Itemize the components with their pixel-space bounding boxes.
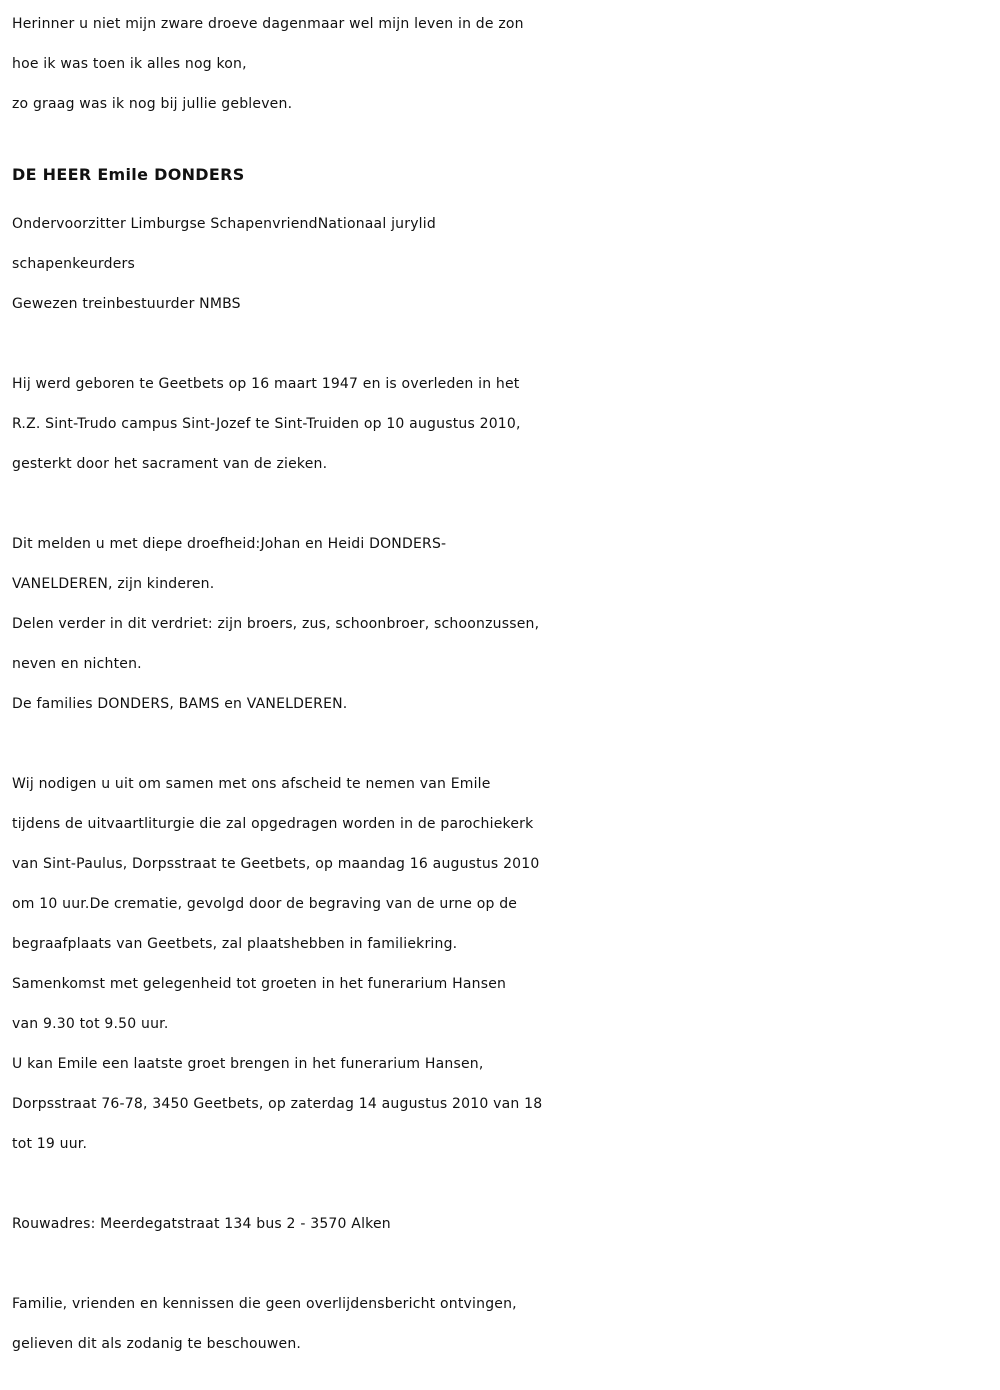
title-line: Gewezen treinbestuurder NMBS: [12, 296, 241, 312]
paragraph-line: om 10 uur.De crematie, gevolgd door de begraving van de urne op de: [12, 896, 518, 912]
paragraph-line: van Sint-Paulus, Dorpsstraat te Geetbets, op maandag 16 augustus 2010: [12, 856, 540, 872]
paragraph-line: tijdens de uitvaartliturgie die zal opgedragen worden in de parochiekerk: [12, 816, 534, 832]
paragraph-line: Delen verder in dit verdriet: zijn broers, zus, schoonbroer, schoonzussen,: [12, 616, 540, 632]
paragraph-line: Samenkomst met gelegenheid tot groeten in het funerarium Hansen: [12, 976, 507, 992]
poem-line: zo graag was ik nog bij jullie gebleven.: [12, 96, 293, 112]
paragraph-line: VANELDEREN, zijn kinderen.: [12, 576, 215, 592]
paragraph-line: Dit melden u met diepe droefheid:Johan en Heidi DONDERS-: [12, 536, 447, 552]
paragraph-line: gesterkt door het sacrament van de zieken.: [12, 456, 328, 472]
paragraph-gap: [12, 484, 992, 524]
paragraph-line: R.Z. Sint-Trudo campus Sint-Jozef te Sint-Truiden op 10 augustus 2010,: [12, 416, 521, 432]
paragraph-line: Dorpsstraat 76-78, 3450 Geetbets, op zaterdag 14 augustus 2010 van 18: [12, 1096, 543, 1112]
mourning-address: Rouwadres: Meerdegatstraat 134 bus 2 - 3570 Alken: [12, 1216, 391, 1232]
paragraph-gap: [12, 1164, 992, 1204]
paragraph-line: gelieven dit als zodanig te beschouwen.: [12, 1336, 302, 1352]
paragraph-line: begraafplaats van Geetbets, zal plaatshebben in familiekring.: [12, 936, 458, 952]
paragraph-line: Wij nodigen u uit om samen met ons afscheid te nemen van Emile: [12, 776, 491, 792]
birth-death-paragraph: [12, 364, 992, 484]
paragraph-line: Familie, vrienden en kennissen die geen overlijdensbericht ontvingen,: [12, 1296, 517, 1312]
title-line: schapenkeurders: [12, 256, 135, 272]
paragraph-line: De families DONDERS, BAMS en VANELDEREN.: [12, 696, 348, 712]
titles: [12, 204, 992, 324]
paragraph-line: U kan Emile een laatste groet brengen in het funerarium Hansen,: [12, 1056, 484, 1072]
paragraph-line: neven en nichten.: [12, 656, 142, 672]
paragraph-gap: [12, 1244, 992, 1284]
paragraph-line: van 9.30 tot 9.50 uur.: [12, 1016, 169, 1032]
closing-paragraph: [12, 1284, 992, 1364]
poem: [12, 4, 992, 124]
poem-line: hoe ik was toen ik alles nog kon,: [12, 56, 247, 72]
deceased-name: DE HEER Emile DONDERS: [12, 165, 245, 184]
obituary-document: [12, 4, 992, 1364]
paragraph-line: tot 19 uur.: [12, 1136, 88, 1152]
paragraph-gap: [12, 724, 992, 764]
funeral-paragraph: [12, 764, 992, 1164]
paragraph-line: Hij werd geboren te Geetbets op 16 maart 1947 en is overleden in het: [12, 376, 520, 392]
family-paragraph: [12, 524, 992, 724]
title-line: Ondervoorzitter Limburgse SchapenvriendNationaal jurylid: [12, 216, 436, 232]
paragraph-gap: [12, 324, 992, 364]
poem-line: Herinner u niet mijn zware droeve dagenmaar wel mijn leven in de zon: [12, 16, 524, 32]
